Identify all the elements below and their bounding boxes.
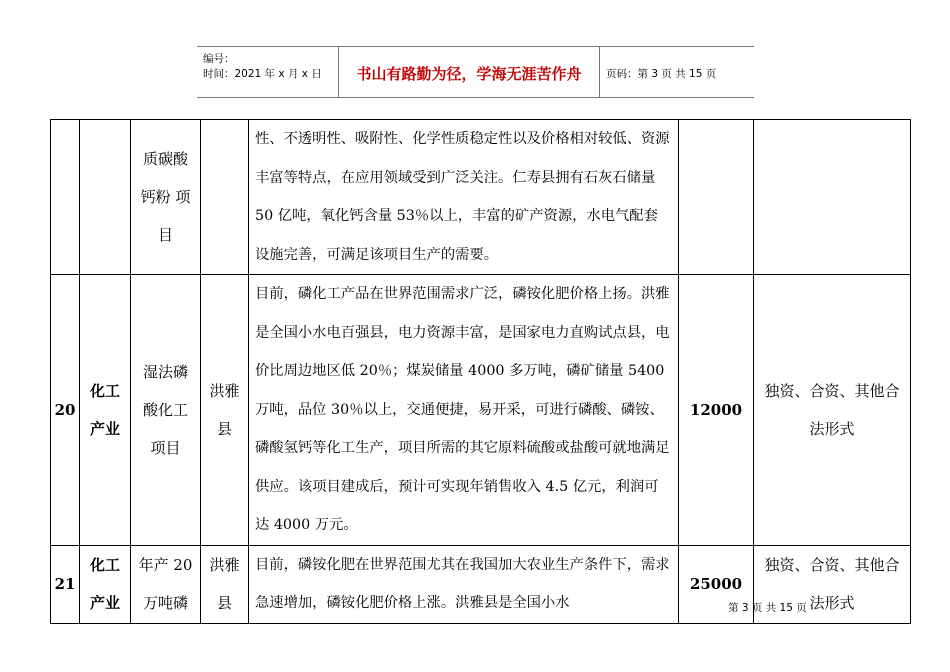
cell-description [249, 275, 679, 546]
investment-text: 12000 [689, 400, 743, 419]
cell-investment [679, 275, 754, 546]
page-footer: 第 3 页 共 15 页 [728, 602, 807, 614]
table-row [51, 275, 911, 546]
cell-location [201, 120, 249, 275]
page-code: 页码：第 3 页 共 15 页 [606, 68, 717, 80]
cell-project [131, 120, 201, 275]
industry-text: 化工 产业 [89, 556, 120, 612]
description-text: 目前，磷化工产品在世界范围需求广泛，磷铵化肥价格上扬。洪雅是全国小水电百强县，电力资源丰富，是国家电力直购试点县，电价比周边地区低 20％；煤炭储量 4000 多万吨，磷矿储量 5400 万吨，品位 30％以上，交通便捷，易开采，可进行磷酸、磷铵、磷酸氢钙等化工生产，项目所需的其它原料硫酸或盐酸可就地满足供应。该项目建成后，预计可实现年销售收入 4.5 亿元，利润可达 4000 万元。 [255, 286, 670, 533]
cell-no [51, 545, 80, 623]
header-meta-cell [197, 47, 339, 97]
cell-no [51, 120, 80, 275]
number-label: 编号： [203, 53, 235, 65]
cell-location [201, 275, 249, 546]
project-text: 年产 20 万吨磷 [138, 556, 193, 612]
header-page-cell [600, 47, 754, 97]
project-text: 湿法磷 酸化工 项目 [142, 362, 188, 457]
cell-industry [80, 120, 131, 275]
cell-mode [754, 120, 911, 275]
description-text: 目前，磷铵化肥在世界范围尤其在我国加大农业生产条件下，需求急速增加，磷铵化肥价格上涨。洪雅县是全国小水 [255, 556, 670, 611]
cell-mode [754, 275, 911, 546]
industry-text: 化工 产业 [89, 381, 120, 438]
mode-text: 独资、合资、其他合 法形式 [764, 381, 900, 438]
motto-text: 书山有路勤为径，学海无涯苦作舟 [356, 65, 582, 83]
cell-project [131, 545, 201, 623]
header-motto-cell [339, 47, 600, 97]
cell-industry [80, 545, 131, 623]
project-text: 质碳酸 钙粉 项 目 [140, 150, 191, 244]
cell-investment [679, 120, 754, 275]
cell-project [131, 275, 201, 546]
no-text: 20 [54, 400, 76, 419]
project-table [50, 119, 911, 624]
location-text: 洪雅 县 [209, 381, 240, 438]
cell-description [249, 120, 679, 275]
description-text: 性、不透明性、吸附性、化学性质稳定性以及价格相对较低、资源丰富等特点，在应用领域受到广泛关注。仁寿县拥有石灰石储量 50 亿吨，氧化钙含量 53％以上，丰富的矿产资源，水电气配套设施完善，可满足该项目生产的需要。 [255, 131, 670, 263]
no-text: 21 [54, 575, 76, 593]
mode-text: 独资、合资、其他合 法形式 [764, 556, 900, 612]
cell-description [249, 545, 679, 623]
cell-location [201, 545, 249, 623]
cell-no [51, 275, 80, 546]
table-row [51, 120, 911, 275]
cell-industry [80, 275, 131, 546]
location-text: 洪雅 县 [209, 556, 240, 612]
document-header [197, 46, 754, 98]
investment-text: 25000 [689, 575, 743, 593]
time-label: 时间：2021 年 x 月 x 日 [203, 68, 322, 80]
